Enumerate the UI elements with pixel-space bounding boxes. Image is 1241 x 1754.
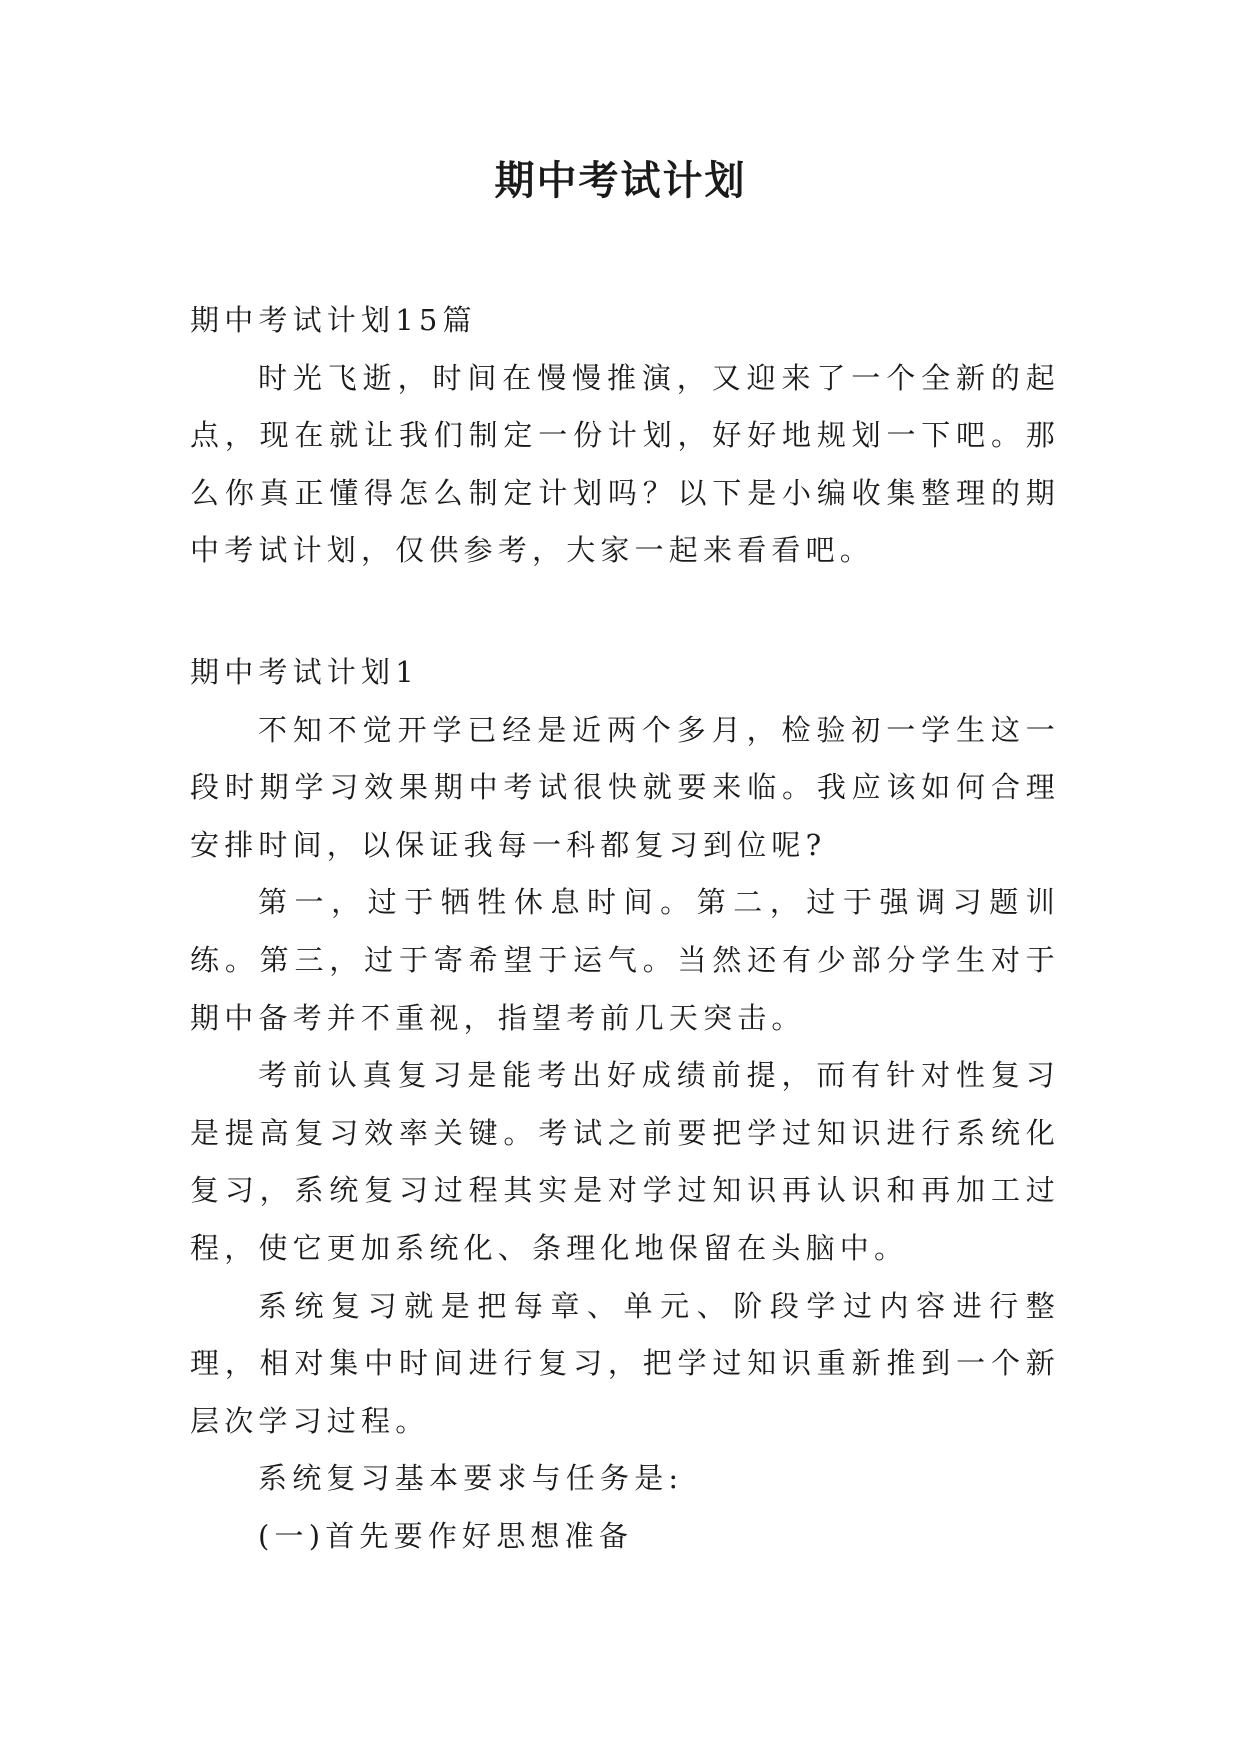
document-title: 期中考试计划 <box>494 157 747 204</box>
body-paragraph: 不知不觉开学已经是近两个多月，检验初一学生这一段时期学习效果期中考试很快就要来临。我应该如何合理安排时间，以保证我每一科都复习到位呢? <box>190 712 1060 862</box>
body-paragraph: 考前认真复习是能考出好成绩前提，而有针对性复习是提高复习效率关键。考试之前要把学过知识进行系统化复习，系统复习过程其实是对学过知识再认识和再加工过程，使它更加系统化、条理化地保留在头脑中。 <box>190 1058 1060 1265</box>
body-paragraph: 系统复习就是把每章、单元、阶段学过内容进行整理，相对集中时间进行复习，把学过知识重新推到一个新层次学习过程。 <box>190 1288 1060 1438</box>
section-heading: 期中考试计划1 <box>190 654 419 689</box>
section-spacer <box>190 580 1060 644</box>
body-paragraph: 第一，过于牺牲休息时间。第二，过于强调习题训练。第三，过于寄希望于运气。当然还有少部分学生对于期中备考并不重视，指望考前几天突击。 <box>190 885 1060 1035</box>
body-paragraph: 系统复习基本要求与任务是: <box>258 1461 684 1496</box>
intro-paragraph: 时光飞逝，时间在慢慢推演，又迎来了一个全新的起点，现在就让我们制定一份计划，好好地规划一下吧。那么你真正懂得怎么制定计划吗？以下是小编收集整理的期中考试计划，仅供参考，大家一起来看看吧。 <box>190 360 1060 568</box>
body-paragraph: (一)首先要作好思想准备 <box>258 1518 634 1553</box>
document-body <box>190 292 1060 1565</box>
intro-heading: 期中考试计划15篇 <box>190 303 477 337</box>
